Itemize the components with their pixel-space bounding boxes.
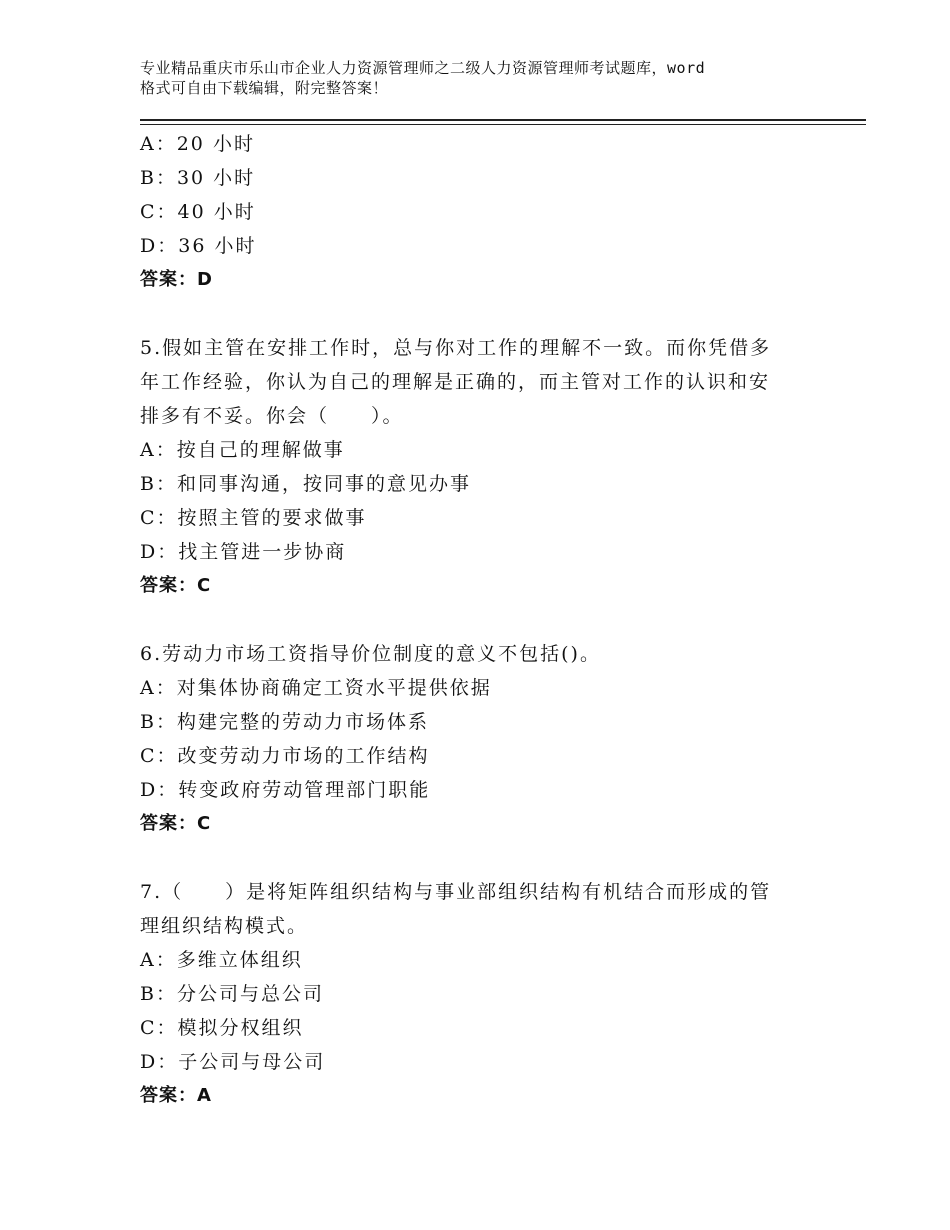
option-a: A：对集体协商确定工资水平提供依据 — [140, 677, 492, 699]
answer: 答案：C — [140, 813, 212, 834]
question-6 — [140, 637, 830, 841]
option-c: C：模拟分权组织 — [140, 1017, 304, 1039]
header-rule-thick — [140, 119, 866, 121]
option-c: C：改变劳动力市场的工作结构 — [140, 745, 430, 767]
option-a: A：多维立体组织 — [140, 949, 303, 971]
question-stem: 5.假如主管在安排工作时，总与你对工作的理解不一致。而你凭借多 — [140, 337, 772, 359]
option-a: A：按自己的理解做事 — [140, 439, 345, 461]
answer: 答案：C — [140, 575, 212, 596]
option-c: C：40 小时 — [140, 201, 256, 223]
question-stem: 排多有不妥。你会（ ）。 — [140, 405, 404, 427]
option-b: B：30 小时 — [140, 167, 256, 189]
question-content — [140, 127, 830, 1113]
spacer — [140, 603, 830, 637]
option-a: A：20 小时 — [140, 133, 255, 155]
option-b: B：分公司与总公司 — [140, 983, 324, 1005]
option-d: D：找主管进一步协商 — [140, 541, 347, 563]
header-line-2: 格式可自由下载编辑，附完整答案！ — [140, 79, 389, 97]
spacer — [140, 841, 830, 875]
header-line-1: 专业精品重庆市乐山市企业人力资源管理师之二级人力资源管理师考试题库，word — [140, 59, 706, 77]
question-5 — [140, 331, 830, 603]
question-stem: 6.劳动力市场工资指导价位制度的意义不包括()。 — [140, 643, 601, 665]
answer: 答案：D — [140, 269, 213, 290]
spacer — [140, 297, 830, 331]
question-stem: 年工作经验，你认为自己的理解是正确的，而主管对工作的认识和安 — [140, 371, 771, 393]
option-b: B：构建完整的劳动力市场体系 — [140, 711, 429, 733]
option-d: D：36 小时 — [140, 235, 257, 257]
question-stem: 7.（ ）是将矩阵组织结构与事业部组织结构有机结合而形成的管 — [140, 881, 772, 903]
question-4 — [140, 127, 830, 297]
document-header — [140, 58, 840, 98]
question-stem: 理组织结构模式。 — [140, 915, 309, 937]
answer: 答案：A — [140, 1085, 212, 1106]
option-c: C：按照主管的要求做事 — [140, 507, 367, 529]
question-7 — [140, 875, 830, 1113]
option-b: B：和同事沟通，按同事的意见办事 — [140, 473, 471, 495]
option-d: D：子公司与母公司 — [140, 1051, 326, 1073]
header-rule-thin — [140, 124, 866, 125]
option-d: D：转变政府劳动管理部门职能 — [140, 779, 431, 801]
